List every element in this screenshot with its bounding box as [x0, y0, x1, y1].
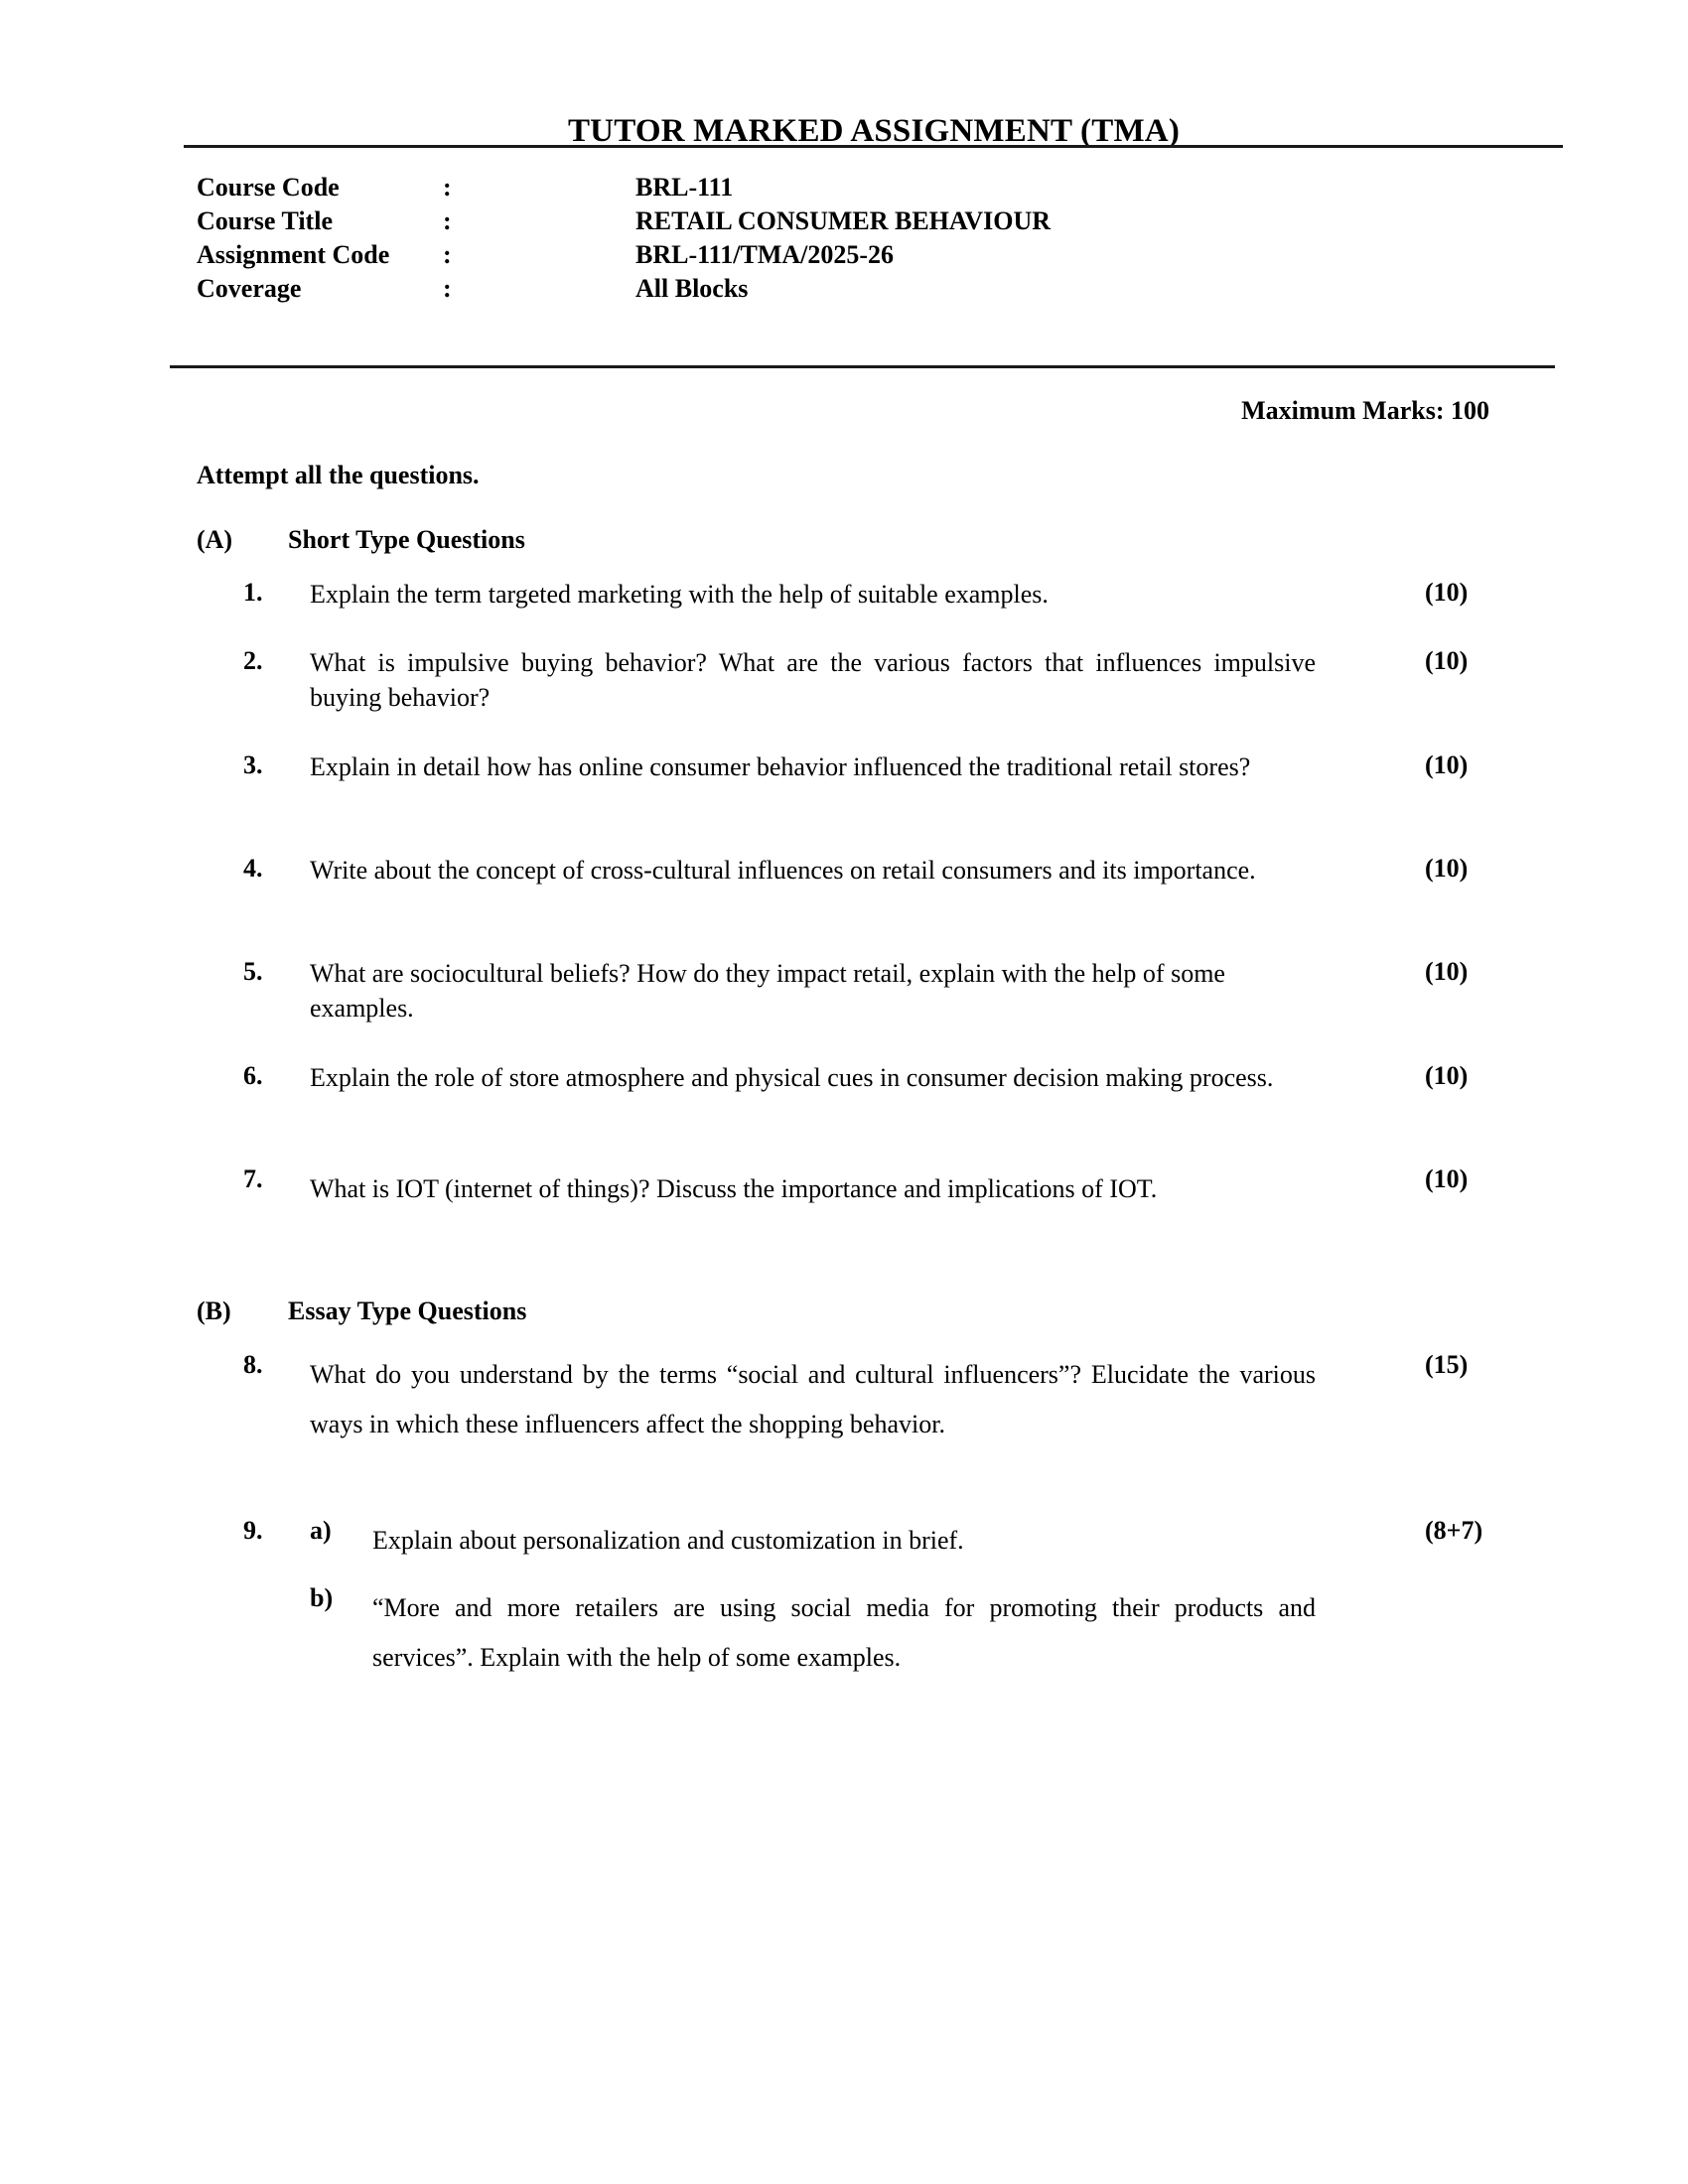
meta-colon: : [443, 173, 452, 202]
question-number: 2. [243, 646, 263, 675]
table-row [197, 205, 1388, 238]
question-text: What are sociocultural beliefs? How do they impact retail, explain with the help of some examples. [310, 959, 1225, 1023]
table-row [197, 171, 1388, 205]
subpart-text-a: Explain about personalization and customization in brief. [372, 1526, 964, 1555]
instruction-text: Attempt all the questions. [197, 461, 480, 489]
question-number: 8. [243, 1350, 263, 1379]
question-number: 7. [243, 1164, 263, 1193]
question-number: 9. [243, 1516, 263, 1545]
question-number: 4. [243, 854, 263, 883]
section-title-b: Essay Type Questions [288, 1297, 527, 1325]
meta-value-assignment-code: BRL-111/TMA/2025-26 [635, 240, 895, 270]
subpart-label-b: b) [310, 1583, 334, 1612]
question-number: 1. [243, 578, 263, 607]
page-title: TUTOR MARKED ASSIGNMENT (TMA) [567, 113, 1181, 150]
question-marks: (10) [1425, 646, 1469, 675]
meta-value-course-title: RETAIL CONSUMER BEHAVIOUR [635, 206, 1052, 236]
section-title-a: Short Type Questions [288, 525, 525, 554]
question-text: Explain the role of store atmosphere and physical cues in consumer decision making process. [310, 1063, 1274, 1092]
maximum-marks: Maximum Marks: 100 [1241, 396, 1489, 425]
meta-value-coverage: All Blocks [635, 274, 749, 304]
question-number: 5. [243, 957, 263, 986]
table-row [197, 272, 1388, 306]
subpart-text-b: “More and more retailers are using social media for promoting their products and services”. Explain with the help of some examples. [372, 1593, 1316, 1672]
question-number: 3. [243, 751, 263, 779]
question-marks: (10) [1425, 854, 1469, 883]
question-marks: (10) [1425, 1061, 1469, 1090]
question-text: What is impulsive buying behavior? What are the various factors that influences impulsive buying behavior? [310, 648, 1316, 712]
question-text: What is IOT (internet of things)? Discuss the importance and implications of IOT. [310, 1174, 1158, 1203]
course-meta-table [197, 171, 1388, 306]
section-letter-b: (B) [197, 1297, 231, 1325]
meta-colon: : [443, 274, 452, 304]
question-text: What do you understand by the terms “social and cultural influencers”? Elucidate the various ways in which these influencers affect the shopping behavior. [310, 1360, 1316, 1438]
question-marks: (10) [1425, 1164, 1469, 1193]
question-number: 6. [243, 1061, 263, 1090]
question-marks: (15) [1425, 1350, 1469, 1379]
meta-colon: : [443, 240, 452, 270]
question-text: Explain in detail how has online consumer behavior influenced the traditional retail stores? [310, 752, 1251, 781]
section-heading-b [197, 1297, 526, 1326]
question-text: Write about the concept of cross-cultural influences on retail consumers and its importance. [310, 856, 1256, 885]
meta-value-course-code: BRL-111 [635, 173, 734, 202]
question-marks: (10) [1425, 957, 1469, 986]
subpart-label-a: a) [310, 1516, 332, 1545]
meta-colon: : [443, 206, 452, 236]
table-row [197, 238, 1388, 272]
header-rule-top [184, 145, 1563, 148]
meta-label-coverage: Coverage [197, 274, 302, 304]
meta-label-assignment-code: Assignment Code [197, 240, 390, 270]
question-text: Explain the term targeted marketing with the help of suitable examples. [310, 580, 1049, 609]
meta-label-course-code: Course Code [197, 173, 340, 202]
section-letter-a: (A) [197, 525, 233, 554]
question-marks: (8+7) [1425, 1516, 1483, 1545]
meta-label-course-title: Course Title [197, 206, 333, 236]
section-heading-a [197, 525, 525, 555]
question-marks: (10) [1425, 751, 1469, 779]
question-marks: (10) [1425, 578, 1469, 607]
header-rule-bottom [170, 365, 1555, 368]
